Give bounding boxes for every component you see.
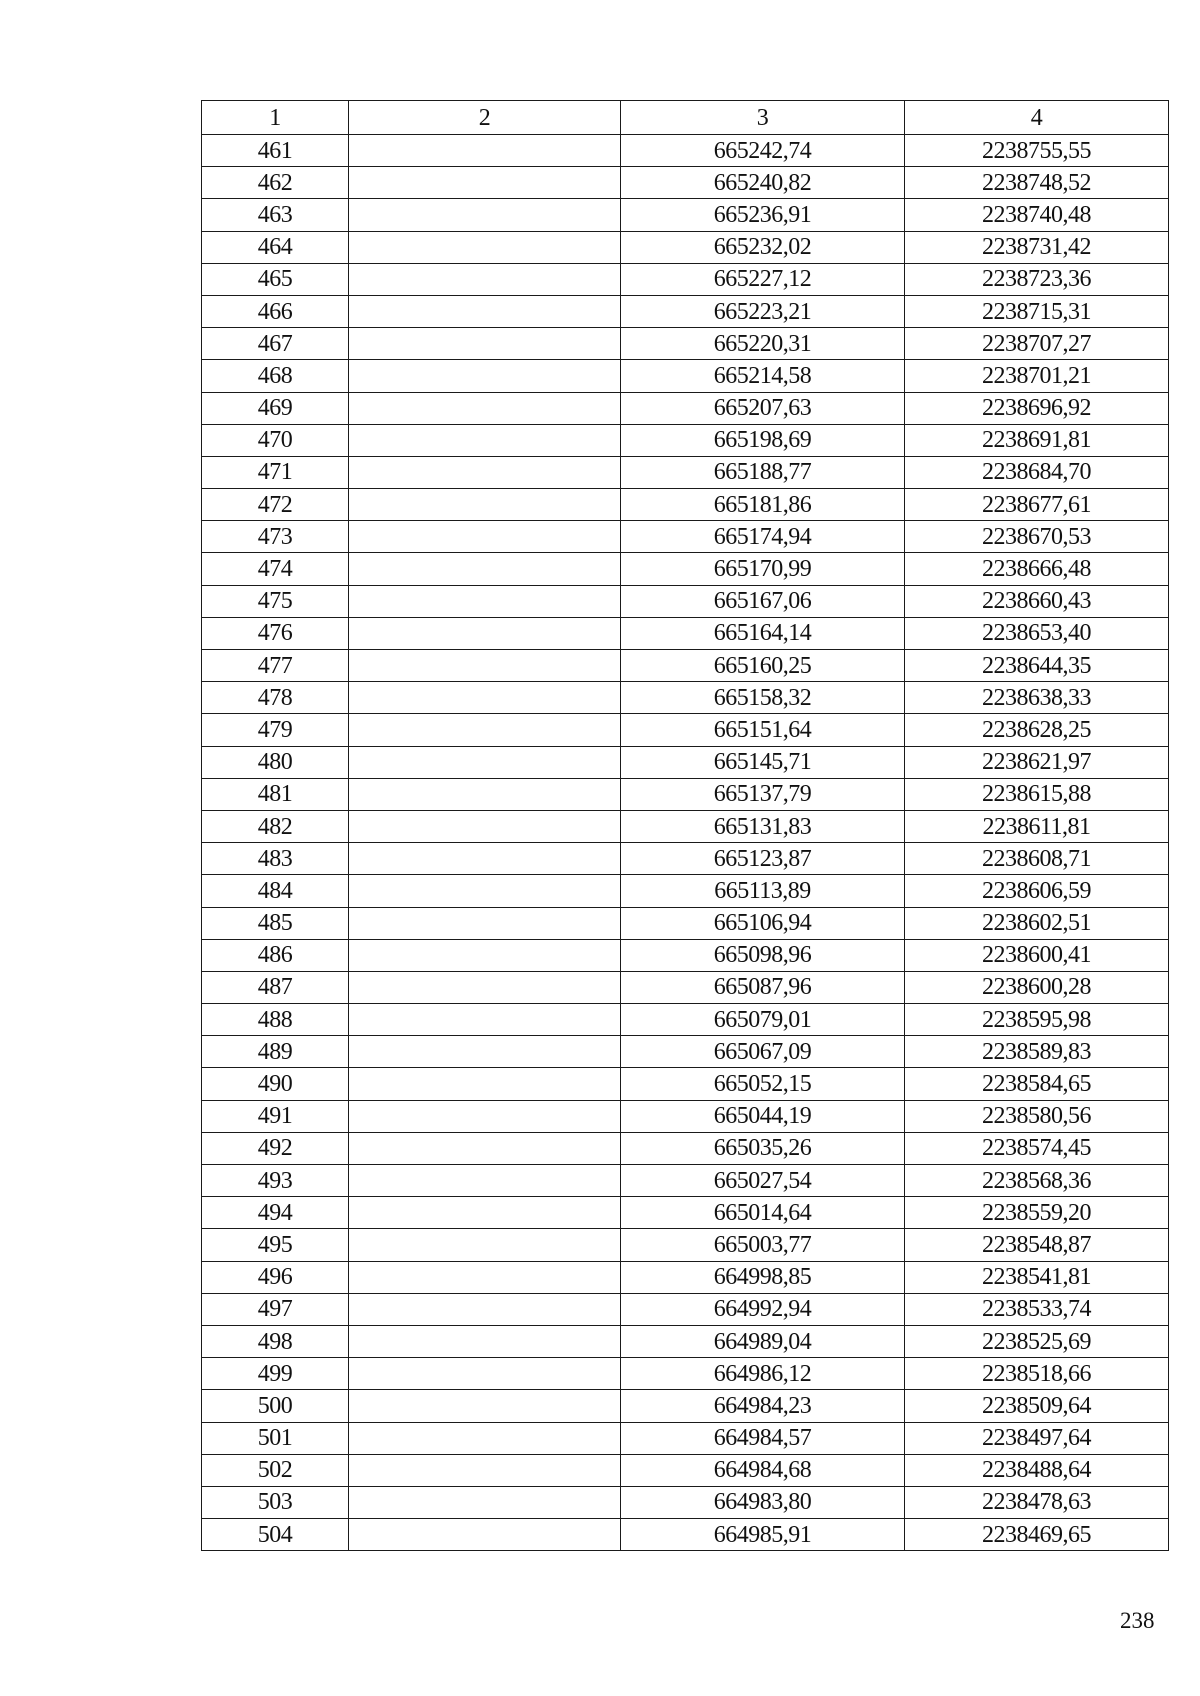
table-row <box>202 907 1169 939</box>
table-cell-col-1: 478 <box>202 682 349 714</box>
table-row <box>202 521 1169 553</box>
table-cell-col-4: 2238509,64 <box>905 1390 1169 1422</box>
table-cell-col-1: 496 <box>202 1261 349 1293</box>
table-cell-col-1: 491 <box>202 1100 349 1132</box>
table-cell-col-4: 2238497,64 <box>905 1422 1169 1454</box>
table-cell-col-3: 665003,77 <box>621 1229 905 1261</box>
table-cell-col-3: 665137,79 <box>621 778 905 810</box>
table-cell-col-3: 665198,69 <box>621 424 905 456</box>
table-cell-col-1: 482 <box>202 810 349 842</box>
table-cell-col-4: 2238691,81 <box>905 424 1169 456</box>
table-cell-col-1: 471 <box>202 456 349 488</box>
table-cell-col-3: 664983,80 <box>621 1486 905 1518</box>
table-cell-col-2 <box>349 263 621 295</box>
table-cell-col-3: 665044,19 <box>621 1100 905 1132</box>
table-row <box>202 135 1169 167</box>
table-cell-col-3: 665160,25 <box>621 650 905 682</box>
table-row <box>202 585 1169 617</box>
table-cell-col-1: 494 <box>202 1197 349 1229</box>
table-cell-col-3: 665220,31 <box>621 328 905 360</box>
table-cell-col-3: 664984,57 <box>621 1422 905 1454</box>
table-row <box>202 1519 1169 1551</box>
table-cell-col-3: 664984,23 <box>621 1390 905 1422</box>
table-cell-col-4: 2238660,43 <box>905 585 1169 617</box>
table-cell-col-3: 665079,01 <box>621 1004 905 1036</box>
table-cell-col-1: 503 <box>202 1486 349 1518</box>
table-cell-col-1: 489 <box>202 1036 349 1068</box>
table-cell-col-2 <box>349 939 621 971</box>
table-cell-col-1: 486 <box>202 939 349 971</box>
table-row <box>202 1197 1169 1229</box>
table-cell-col-3: 665188,77 <box>621 456 905 488</box>
table-cell-col-2 <box>349 1486 621 1518</box>
table-cell-col-4: 2238580,56 <box>905 1100 1169 1132</box>
table-cell-col-4: 2238568,36 <box>905 1165 1169 1197</box>
table-cell-col-3: 665145,71 <box>621 746 905 778</box>
table-cell-col-2 <box>349 650 621 682</box>
header-row <box>202 101 1169 135</box>
table-row <box>202 1165 1169 1197</box>
table-row <box>202 424 1169 456</box>
table-cell-col-1: 499 <box>202 1358 349 1390</box>
table-row <box>202 843 1169 875</box>
table-row <box>202 1358 1169 1390</box>
table-row <box>202 1132 1169 1164</box>
table-cell-col-2 <box>349 1358 621 1390</box>
table-cell-col-2 <box>349 295 621 327</box>
table-cell-col-2 <box>349 489 621 521</box>
table-cell-col-3: 665113,89 <box>621 875 905 907</box>
table-row <box>202 810 1169 842</box>
header-cell-1: 1 <box>202 101 349 135</box>
table-cell-col-3: 665214,58 <box>621 360 905 392</box>
table-cell-col-2 <box>349 1197 621 1229</box>
table-cell-col-1: 504 <box>202 1519 349 1551</box>
table-cell-col-4: 2238584,65 <box>905 1068 1169 1100</box>
table-cell-col-3: 665223,21 <box>621 295 905 327</box>
table-cell-col-2 <box>349 1454 621 1486</box>
table-cell-col-2 <box>349 617 621 649</box>
table-cell-col-2 <box>349 1229 621 1261</box>
table-cell-col-1: 465 <box>202 263 349 295</box>
table-row <box>202 489 1169 521</box>
table-cell-col-2 <box>349 521 621 553</box>
table-cell-col-3: 665181,86 <box>621 489 905 521</box>
table-cell-col-2 <box>349 456 621 488</box>
table-cell-col-4: 2238611,81 <box>905 810 1169 842</box>
table-cell-col-3: 665087,96 <box>621 971 905 1003</box>
table-row <box>202 746 1169 778</box>
table-row <box>202 617 1169 649</box>
table-cell-col-4: 2238684,70 <box>905 456 1169 488</box>
table-cell-col-4: 2238589,83 <box>905 1036 1169 1068</box>
table-row <box>202 392 1169 424</box>
table-cell-col-4: 2238644,35 <box>905 650 1169 682</box>
table-cell-col-2 <box>349 1036 621 1068</box>
table-cell-col-4: 2238574,45 <box>905 1132 1169 1164</box>
table-cell-col-2 <box>349 810 621 842</box>
table-cell-col-1: 492 <box>202 1132 349 1164</box>
table-cell-col-1: 481 <box>202 778 349 810</box>
table-cell-col-2 <box>349 1068 621 1100</box>
table-cell-col-1: 468 <box>202 360 349 392</box>
table-cell-col-3: 664989,04 <box>621 1325 905 1357</box>
table-cell-col-1: 497 <box>202 1293 349 1325</box>
table-row <box>202 714 1169 746</box>
table-cell-col-4: 2238666,48 <box>905 553 1169 585</box>
table-cell-col-4: 2238602,51 <box>905 907 1169 939</box>
table-cell-col-1: 490 <box>202 1068 349 1100</box>
table-cell-col-1: 474 <box>202 553 349 585</box>
table-row <box>202 1261 1169 1293</box>
table-cell-col-3: 665123,87 <box>621 843 905 875</box>
table-cell-col-4: 2238488,64 <box>905 1454 1169 1486</box>
table-cell-col-1: 485 <box>202 907 349 939</box>
table-cell-col-4: 2238740,48 <box>905 199 1169 231</box>
table-row <box>202 1390 1169 1422</box>
table-cell-col-1: 477 <box>202 650 349 682</box>
table-cell-col-4: 2238541,81 <box>905 1261 1169 1293</box>
table-cell-col-2 <box>349 971 621 1003</box>
table-cell-col-4: 2238731,42 <box>905 231 1169 263</box>
table-cell-col-3: 664992,94 <box>621 1293 905 1325</box>
table-cell-col-1: 464 <box>202 231 349 263</box>
header-cell-2: 2 <box>349 101 621 135</box>
table-cell-col-4: 2238533,74 <box>905 1293 1169 1325</box>
header-cell-3: 3 <box>621 101 905 135</box>
table-cell-col-4: 2238653,40 <box>905 617 1169 649</box>
table-cell-col-1: 462 <box>202 167 349 199</box>
table-cell-col-1: 501 <box>202 1422 349 1454</box>
table-cell-col-3: 665131,83 <box>621 810 905 842</box>
table-cell-col-3: 665167,06 <box>621 585 905 617</box>
table-cell-col-2 <box>349 1100 621 1132</box>
table-cell-col-1: 470 <box>202 424 349 456</box>
table-cell-col-4: 2238606,59 <box>905 875 1169 907</box>
table-cell-col-2 <box>349 1165 621 1197</box>
table-cell-col-4: 2238696,92 <box>905 392 1169 424</box>
table-cell-col-2 <box>349 682 621 714</box>
table-row <box>202 939 1169 971</box>
table-body <box>202 135 1169 1551</box>
table-cell-col-4: 2238478,63 <box>905 1486 1169 1518</box>
table-cell-col-2 <box>349 1325 621 1357</box>
table-cell-col-4: 2238608,71 <box>905 843 1169 875</box>
table-cell-col-3: 665242,74 <box>621 135 905 167</box>
table-cell-col-3: 665014,64 <box>621 1197 905 1229</box>
table-row <box>202 1036 1169 1068</box>
table-cell-col-3: 664984,68 <box>621 1454 905 1486</box>
table-cell-col-2 <box>349 1293 621 1325</box>
table-cell-col-4: 2238615,88 <box>905 778 1169 810</box>
table-cell-col-4: 2238559,20 <box>905 1197 1169 1229</box>
table-cell-col-2 <box>349 714 621 746</box>
table-cell-col-3: 665164,14 <box>621 617 905 649</box>
table-cell-col-3: 665027,54 <box>621 1165 905 1197</box>
table-row <box>202 1068 1169 1100</box>
table-cell-col-3: 665151,64 <box>621 714 905 746</box>
table-cell-col-2 <box>349 392 621 424</box>
table-cell-col-3: 664985,91 <box>621 1519 905 1551</box>
table-row <box>202 360 1169 392</box>
table-cell-col-1: 483 <box>202 843 349 875</box>
table-cell-col-3: 665240,82 <box>621 167 905 199</box>
table-cell-col-4: 2238525,69 <box>905 1325 1169 1357</box>
table-cell-col-2 <box>349 135 621 167</box>
table-cell-col-3: 664986,12 <box>621 1358 905 1390</box>
table-cell-col-2 <box>349 199 621 231</box>
table-row <box>202 263 1169 295</box>
table-cell-col-1: 467 <box>202 328 349 360</box>
table-cell-col-2 <box>349 585 621 617</box>
table-row <box>202 1422 1169 1454</box>
table-cell-col-1: 488 <box>202 1004 349 1036</box>
table-cell-col-4: 2238701,21 <box>905 360 1169 392</box>
page-number: 238 <box>1120 1608 1155 1633</box>
table-row <box>202 328 1169 360</box>
table-cell-col-1: 476 <box>202 617 349 649</box>
table-cell-col-4: 2238748,52 <box>905 167 1169 199</box>
table-cell-col-4: 2238755,55 <box>905 135 1169 167</box>
table-cell-col-3: 665035,26 <box>621 1132 905 1164</box>
table-cell-col-1: 469 <box>202 392 349 424</box>
table-cell-col-2 <box>349 1004 621 1036</box>
table-cell-col-3: 665067,09 <box>621 1036 905 1068</box>
table-cell-col-3: 665207,63 <box>621 392 905 424</box>
table-row <box>202 1325 1169 1357</box>
table-header <box>202 101 1169 135</box>
table-cell-col-3: 665158,32 <box>621 682 905 714</box>
table-row <box>202 167 1169 199</box>
table-cell-col-2 <box>349 778 621 810</box>
table-cell-col-1: 502 <box>202 1454 349 1486</box>
table-cell-col-3: 665170,99 <box>621 553 905 585</box>
table-cell-col-1: 487 <box>202 971 349 1003</box>
table-cell-col-4: 2238600,41 <box>905 939 1169 971</box>
coordinates-table <box>201 100 1169 1551</box>
table-cell-col-1: 500 <box>202 1390 349 1422</box>
header-cell-4: 4 <box>905 101 1169 135</box>
table-cell-col-2 <box>349 231 621 263</box>
table-cell-col-2 <box>349 1519 621 1551</box>
table-cell-col-1: 466 <box>202 295 349 327</box>
table-row <box>202 1004 1169 1036</box>
table-cell-col-2 <box>349 1132 621 1164</box>
table-cell-col-4: 2238600,28 <box>905 971 1169 1003</box>
table-cell-col-4: 2238628,25 <box>905 714 1169 746</box>
table-row <box>202 971 1169 1003</box>
table-cell-col-2 <box>349 360 621 392</box>
table-cell-col-1: 461 <box>202 135 349 167</box>
table-cell-col-1: 479 <box>202 714 349 746</box>
table-cell-col-3: 665174,94 <box>621 521 905 553</box>
table-cell-col-1: 472 <box>202 489 349 521</box>
table-cell-col-4: 2238595,98 <box>905 1004 1169 1036</box>
table-row <box>202 1293 1169 1325</box>
table-row <box>202 231 1169 263</box>
table-cell-col-4: 2238518,66 <box>905 1358 1169 1390</box>
table-cell-col-2 <box>349 1261 621 1293</box>
table-row <box>202 650 1169 682</box>
table-row <box>202 875 1169 907</box>
table-cell-col-1: 498 <box>202 1325 349 1357</box>
table-cell-col-2 <box>349 1390 621 1422</box>
table-cell-col-3: 664998,85 <box>621 1261 905 1293</box>
table-cell-col-4: 2238469,65 <box>905 1519 1169 1551</box>
table-cell-col-3: 665098,96 <box>621 939 905 971</box>
table-cell-col-4: 2238670,53 <box>905 521 1169 553</box>
table-cell-col-2 <box>349 746 621 778</box>
table-row <box>202 295 1169 327</box>
table-cell-col-2 <box>349 875 621 907</box>
table-row <box>202 1100 1169 1132</box>
table-cell-col-2 <box>349 328 621 360</box>
table-cell-col-2 <box>349 843 621 875</box>
table-cell-col-1: 495 <box>202 1229 349 1261</box>
table-cell-col-4: 2238621,97 <box>905 746 1169 778</box>
table-row <box>202 1229 1169 1261</box>
table-cell-col-4: 2238715,31 <box>905 295 1169 327</box>
table-cell-col-1: 480 <box>202 746 349 778</box>
table-row <box>202 778 1169 810</box>
table-cell-col-4: 2238723,36 <box>905 263 1169 295</box>
table-cell-col-3: 665232,02 <box>621 231 905 263</box>
table-cell-col-2 <box>349 424 621 456</box>
table-cell-col-2 <box>349 167 621 199</box>
table-cell-col-4: 2238677,61 <box>905 489 1169 521</box>
table-cell-col-4: 2238548,87 <box>905 1229 1169 1261</box>
table-row <box>202 1486 1169 1518</box>
table-cell-col-3: 665236,91 <box>621 199 905 231</box>
table-cell-col-1: 463 <box>202 199 349 231</box>
table-cell-col-4: 2238638,33 <box>905 682 1169 714</box>
table-cell-col-1: 475 <box>202 585 349 617</box>
table-row <box>202 553 1169 585</box>
table-cell-col-3: 665227,12 <box>621 263 905 295</box>
table-row <box>202 456 1169 488</box>
table-row <box>202 682 1169 714</box>
table-cell-col-1: 484 <box>202 875 349 907</box>
table-cell-col-2 <box>349 907 621 939</box>
table-cell-col-4: 2238707,27 <box>905 328 1169 360</box>
table-cell-col-2 <box>349 1422 621 1454</box>
table-row <box>202 1454 1169 1486</box>
table-cell-col-1: 473 <box>202 521 349 553</box>
table-cell-col-2 <box>349 553 621 585</box>
table-cell-col-1: 493 <box>202 1165 349 1197</box>
table-cell-col-3: 665052,15 <box>621 1068 905 1100</box>
table-cell-col-3: 665106,94 <box>621 907 905 939</box>
table-row <box>202 199 1169 231</box>
